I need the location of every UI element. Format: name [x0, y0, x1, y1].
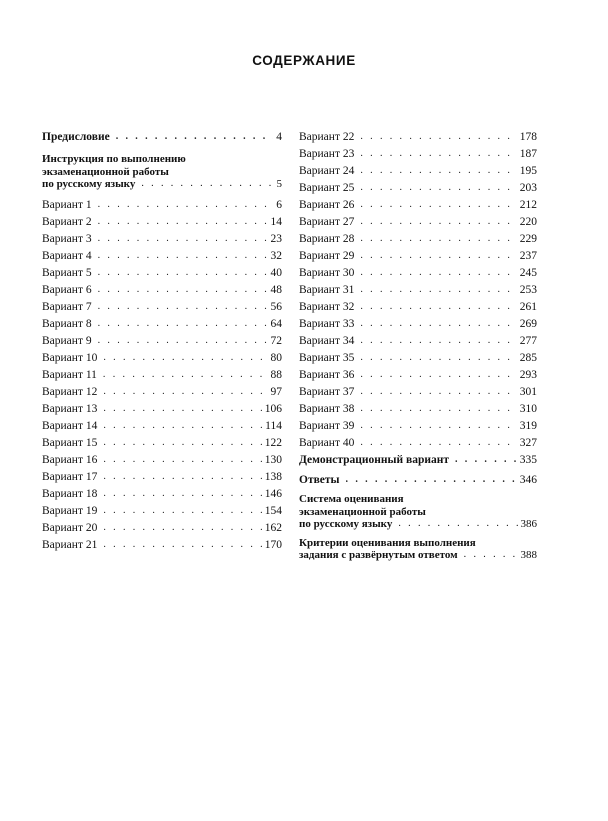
- dot-leader: [98, 200, 274, 210]
- toc-entry-page: 88: [270, 368, 282, 381]
- toc-entry-page: 97: [270, 385, 282, 398]
- dot-leader: [103, 438, 261, 448]
- toc-entry-label: Вариант 29: [299, 250, 355, 262]
- dot-leader: [360, 387, 516, 397]
- toc-entry-page: 154: [264, 504, 282, 517]
- toc-entry-variant[interactable]: [42, 518, 282, 535]
- dot-leader: [360, 319, 516, 329]
- toc-entry-label: Вариант 33: [299, 318, 355, 330]
- toc-entry-variant[interactable]: [42, 348, 282, 365]
- toc-entry-variant[interactable]: [299, 144, 537, 161]
- toc-entry-label-line: экзаменационной работы: [299, 505, 426, 518]
- dot-leader: [360, 166, 516, 176]
- dot-leader: [141, 179, 273, 189]
- toc-entry-page: 293: [519, 369, 537, 381]
- toc-entry-page: 48: [270, 283, 282, 296]
- toc-entry-variant[interactable]: [299, 246, 537, 263]
- dot-leader: [360, 200, 516, 210]
- toc-entry-variant[interactable]: [42, 212, 282, 229]
- toc-entry-variant[interactable]: [299, 416, 537, 433]
- toc-entry-label: Вариант 28: [299, 233, 355, 245]
- toc-entry-page: 301: [519, 386, 537, 398]
- dot-leader: [103, 370, 268, 380]
- toc-entry-label: Вариант 26: [299, 199, 355, 211]
- toc-entry-page: 56: [270, 300, 282, 313]
- toc-entry-variant[interactable]: [299, 348, 537, 365]
- dot-leader: [360, 370, 516, 380]
- toc-entry-variant[interactable]: [42, 331, 282, 348]
- toc-entry-variant[interactable]: [42, 246, 282, 263]
- toc-entry-page: 14: [270, 215, 282, 228]
- toc-entry-variant[interactable]: [299, 365, 537, 382]
- dot-leader: [103, 523, 261, 533]
- toc-entry-label: Вариант 13: [42, 402, 98, 415]
- toc-entry-instructions[interactable]: [42, 153, 282, 191]
- toc-entry-label: Вариант 25: [299, 182, 355, 194]
- toc-entry-variant[interactable]: [42, 365, 282, 382]
- toc-entry-variant[interactable]: [42, 467, 282, 484]
- dot-leader: [98, 251, 268, 261]
- toc-entry-label-line: задания с развёрнутым ответом: [299, 549, 458, 561]
- toc-entry-label: Вариант 40: [299, 437, 355, 449]
- toc-entry-variant[interactable]: [42, 297, 282, 314]
- toc-entry-variant[interactable]: [299, 178, 537, 195]
- toc-entry-variant[interactable]: [299, 195, 537, 212]
- toc-entry-variant[interactable]: [299, 399, 537, 416]
- toc-entry-label: Вариант 24: [299, 165, 355, 177]
- toc-entry-variant[interactable]: [42, 229, 282, 246]
- toc-entry-page: 346: [519, 474, 537, 486]
- toc-entry-label: Вариант 10: [42, 351, 98, 364]
- toc-entry-label: Вариант 16: [42, 453, 98, 466]
- toc-entry-page: 319: [519, 420, 537, 432]
- toc-entry-label: Вариант 7: [42, 300, 92, 313]
- toc-entry-variant[interactable]: [299, 331, 537, 348]
- toc-entry-page: 162: [264, 521, 282, 534]
- toc-entry-variant[interactable]: [299, 161, 537, 178]
- dot-leader: [360, 404, 516, 414]
- toc-entry-variant[interactable]: [299, 127, 537, 144]
- toc-entry-label-line: Система оценивания: [299, 493, 404, 505]
- toc-entry-demo[interactable]: [299, 450, 537, 467]
- toc-entry-label: Вариант 34: [299, 335, 355, 347]
- toc-entry-variant[interactable]: [299, 229, 537, 246]
- toc-entry-preface[interactable]: [42, 127, 282, 144]
- dot-leader: [103, 455, 261, 465]
- toc-entry-label: Вариант 38: [299, 403, 355, 415]
- dot-leader: [398, 519, 517, 529]
- toc-entry-page: 138: [264, 470, 282, 483]
- toc-entry-variant[interactable]: [299, 382, 537, 399]
- toc-variants-list-right: [299, 127, 537, 450]
- dot-leader: [360, 149, 516, 159]
- toc-entry-variant[interactable]: [42, 433, 282, 450]
- page-title: СОДЕРЖАНИЕ: [252, 53, 356, 68]
- toc-entry-label: Вариант 9: [42, 334, 92, 347]
- toc-entry-label: Вариант 32: [299, 301, 355, 313]
- dot-leader: [360, 251, 516, 261]
- toc-entry-page: 6: [276, 198, 282, 211]
- toc-entry-variant[interactable]: [299, 280, 537, 297]
- toc-entry-label: Вариант 6: [42, 283, 92, 296]
- toc-entry-variant[interactable]: [42, 501, 282, 518]
- toc-entry-variant[interactable]: [42, 382, 282, 399]
- toc-entry-page: 335: [519, 454, 537, 466]
- toc-entry-page: 220: [519, 216, 537, 228]
- toc-entry-page: 106: [264, 402, 282, 415]
- dot-leader: [360, 353, 516, 363]
- dot-leader: [103, 387, 267, 397]
- toc-entry-page: 212: [519, 199, 537, 211]
- toc-entry-page: 253: [519, 284, 537, 296]
- toc-entry-page: 245: [519, 267, 537, 279]
- toc-entry-label-line: Инструкция по выполнению: [42, 153, 186, 165]
- toc-entry-label: Вариант 21: [42, 538, 98, 551]
- toc-entry-label: Демонстрационный вариант: [299, 454, 449, 466]
- toc-entry-page: 386: [520, 518, 537, 530]
- toc-entry-label: Вариант 11: [42, 368, 97, 381]
- toc-entry-label: Предисловие: [42, 131, 110, 143]
- toc-entry-variant[interactable]: [42, 399, 282, 416]
- toc-entry-label: Вариант 2: [42, 215, 92, 228]
- dot-leader: [455, 455, 517, 465]
- toc-entry-page: 64: [270, 317, 282, 330]
- toc-entry-variant[interactable]: [299, 314, 537, 331]
- toc-entry-label: Вариант 30: [299, 267, 355, 279]
- toc-entry-page: 310: [519, 403, 537, 415]
- toc-entry-page: 285: [519, 352, 537, 364]
- dot-leader: [360, 302, 516, 312]
- toc-entry-answers[interactable]: [299, 470, 537, 487]
- dot-leader: [360, 438, 516, 448]
- toc-entry-label: Вариант 22: [299, 131, 355, 143]
- toc-entry-label: Вариант 17: [42, 470, 98, 483]
- toc-entry-label-line: по русскому языку: [42, 178, 136, 190]
- toc-entry-variant[interactable]: [42, 314, 282, 331]
- toc-entry-label: Вариант 31: [299, 284, 355, 296]
- toc-entry-grading[interactable]: [299, 493, 537, 531]
- dot-leader: [360, 268, 516, 278]
- toc-entry-page: 327: [519, 437, 537, 449]
- toc-entry-page: 146: [264, 487, 282, 500]
- toc-entry-label: Вариант 14: [42, 419, 98, 432]
- toc-entry-page: 187: [519, 148, 537, 160]
- dot-leader: [103, 353, 267, 363]
- toc-entry-label: Вариант 27: [299, 216, 355, 228]
- toc-entry-label: Ответы: [299, 474, 340, 486]
- toc-entry-variant[interactable]: [42, 263, 282, 280]
- dot-leader: [103, 489, 261, 499]
- toc-entry-label-line: Критерии оценивания выполнения: [299, 536, 476, 549]
- toc-entry-variant[interactable]: [299, 263, 537, 280]
- dot-leader: [360, 234, 516, 244]
- toc-entry-variant[interactable]: [42, 280, 282, 297]
- toc-entry-label: Вариант 3: [42, 232, 92, 245]
- toc-entry-page: 5: [276, 178, 282, 190]
- dot-leader: [360, 336, 516, 346]
- dot-leader: [98, 319, 268, 329]
- toc-entry-page: 388: [520, 549, 537, 561]
- dot-leader: [103, 506, 261, 516]
- toc-entry-variant[interactable]: [299, 212, 537, 229]
- toc-entry-variant[interactable]: [42, 535, 282, 552]
- toc-entry-criteria[interactable]: [299, 537, 537, 562]
- toc-entry-variant[interactable]: [42, 450, 282, 467]
- toc-entry-page: 40: [270, 266, 282, 279]
- dot-leader: [98, 217, 268, 227]
- toc-entry-page: 269: [519, 318, 537, 330]
- dot-leader: [98, 234, 268, 244]
- dot-leader: [103, 404, 261, 414]
- toc-entry-label: Вариант 15: [42, 436, 98, 449]
- toc-entry-label: Вариант 18: [42, 487, 98, 500]
- toc-entry-label: Вариант 19: [42, 504, 98, 517]
- dot-leader: [360, 421, 516, 431]
- toc-entry-label: Вариант 20: [42, 521, 98, 534]
- toc-entry-variant[interactable]: [299, 433, 537, 450]
- toc-entry-label: Вариант 37: [299, 386, 355, 398]
- toc-entry-page: 261: [519, 301, 537, 313]
- toc-entry-page: 237: [519, 250, 537, 262]
- toc-entry-variant[interactable]: [42, 416, 282, 433]
- toc-entry-label: Вариант 12: [42, 385, 98, 398]
- toc-entry-label: Вариант 35: [299, 352, 355, 364]
- dot-leader: [360, 285, 516, 295]
- toc-left-column: [42, 127, 282, 552]
- dot-leader: [464, 550, 518, 560]
- toc-entry-page: 178: [519, 131, 537, 143]
- toc-entry-page: 4: [276, 131, 282, 143]
- toc-entry-label: Вариант 23: [299, 148, 355, 160]
- dot-leader: [360, 183, 516, 193]
- dot-leader: [360, 132, 516, 142]
- toc-entry-page: 130: [264, 453, 282, 466]
- toc-right-column: [299, 127, 537, 562]
- toc-entry-page: 80: [270, 351, 282, 364]
- toc-entry-page: 72: [270, 334, 282, 347]
- toc-entry-variant[interactable]: [42, 195, 282, 212]
- toc-entry-label: Вариант 36: [299, 369, 355, 381]
- dot-leader: [98, 302, 268, 312]
- toc-entry-page: 229: [519, 233, 537, 245]
- toc-variants-list-left: [42, 195, 282, 552]
- toc-entry-label: Вариант 8: [42, 317, 92, 330]
- toc-entry-page: 170: [264, 538, 282, 551]
- toc-entry-page: 23: [270, 232, 282, 245]
- dot-leader: [98, 336, 268, 346]
- dot-leader: [103, 472, 261, 482]
- dot-leader: [98, 285, 268, 295]
- dot-leader: [360, 217, 516, 227]
- toc-entry-label: Вариант 1: [42, 198, 92, 211]
- toc-entry-variant[interactable]: [42, 484, 282, 501]
- toc-entry-page: 114: [265, 419, 282, 432]
- toc-entry-page: 277: [519, 335, 537, 347]
- toc-entry-variant[interactable]: [299, 297, 537, 314]
- dot-leader: [98, 268, 268, 278]
- toc-entry-label-line: экзаменационной работы: [42, 165, 169, 178]
- dot-leader: [103, 421, 262, 431]
- toc-entry-page: 203: [519, 182, 537, 194]
- toc-entry-label: Вариант 39: [299, 420, 355, 432]
- toc-entry-label: Вариант 5: [42, 266, 92, 279]
- dot-leader: [103, 540, 261, 550]
- toc-entry-label: Вариант 4: [42, 249, 92, 262]
- dot-leader: [116, 132, 274, 142]
- toc-entry-page: 122: [264, 436, 282, 449]
- toc-entry-page: 195: [519, 165, 537, 177]
- toc-entry-label-line: по русскому языку: [299, 518, 393, 530]
- dot-leader: [346, 475, 517, 485]
- toc-entry-page: 32: [270, 249, 282, 262]
